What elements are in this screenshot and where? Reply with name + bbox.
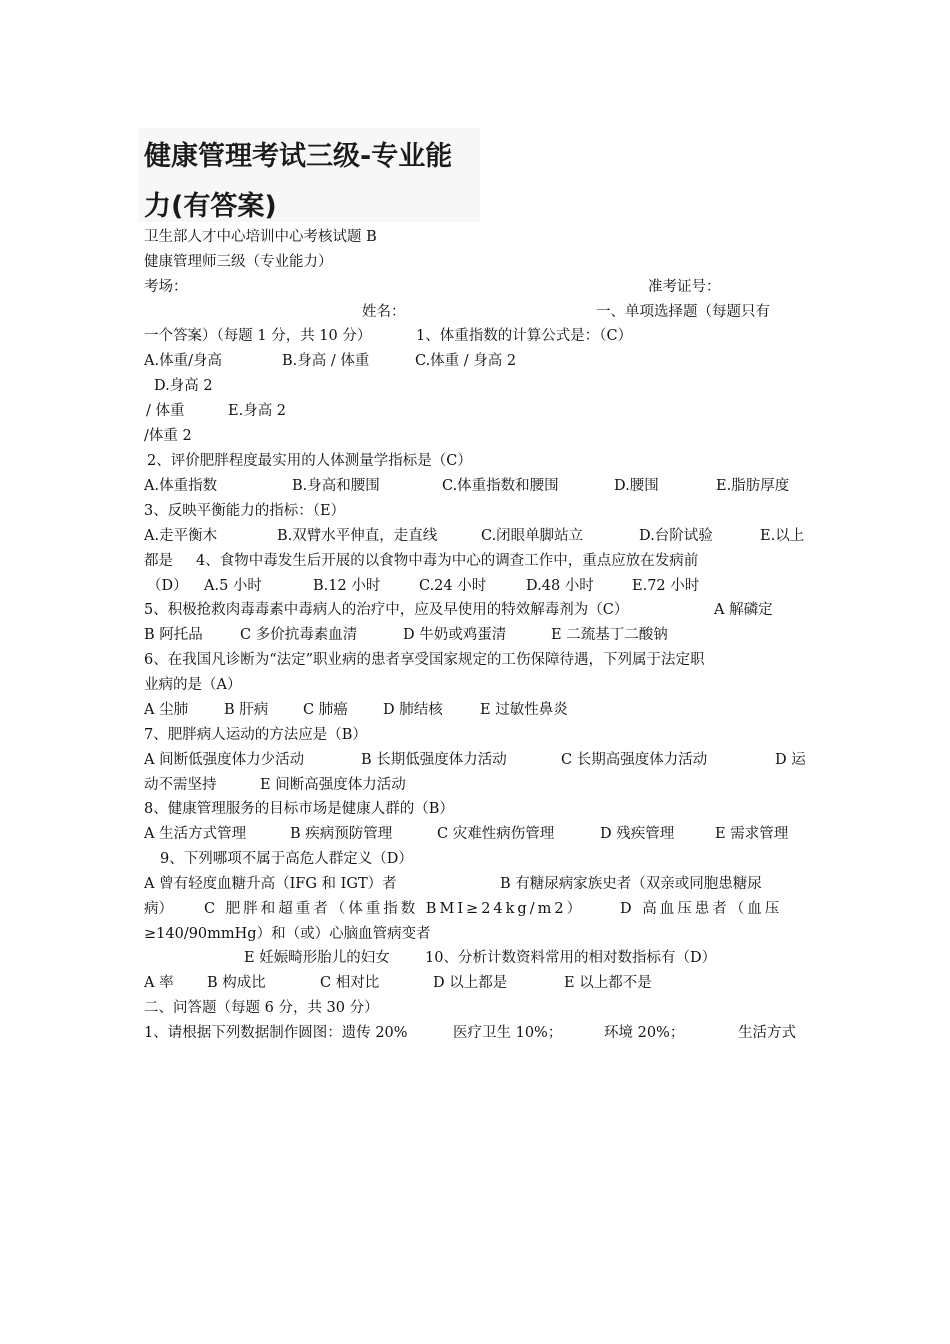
q3-option-b: B.双臂水平伸直，走直线 bbox=[277, 528, 438, 544]
q5-option-b: B 阿托品 bbox=[144, 627, 203, 643]
q3-option-d: D.台阶试验 bbox=[639, 528, 713, 544]
q2-option-b: B.身高和腰围 bbox=[292, 478, 380, 494]
q8-stem: 8、健康管理服务的目标市场是健康人群的（B） bbox=[144, 801, 454, 817]
q6-option-d: D 肺结核 bbox=[383, 702, 443, 718]
q10-option-a: A 率 bbox=[144, 975, 174, 991]
section2-heading: 二、问答题（每题 6 分，共 30 分） bbox=[144, 1000, 379, 1016]
q1-option-e-cont: /体重 2 bbox=[144, 428, 192, 444]
q10-option-e: E 以上都不是 bbox=[564, 975, 652, 991]
q8-option-b: B 疾病预防管理 bbox=[290, 826, 393, 842]
q5-option-a: A 解磷定 bbox=[714, 602, 773, 618]
q3-option-e-cont: 都是 bbox=[144, 553, 173, 569]
q4-option-e: E.72 小时 bbox=[632, 578, 700, 594]
q2-option-c: C.体重指数和腰围 bbox=[442, 478, 559, 494]
q7-option-b: B 长期低强度体力活动 bbox=[361, 752, 507, 768]
q1-stem: 1、体重指数的计算公式是：（C） bbox=[416, 328, 633, 344]
q2-option-d: D.腰围 bbox=[614, 478, 659, 494]
q4-option-d: D.48 小时 bbox=[526, 578, 594, 594]
q3-stem: 3、反映平衡能力的指标：（E） bbox=[144, 503, 346, 519]
q6-option-c: C 肺癌 bbox=[303, 702, 348, 718]
q1-option-e: E.身高 2 bbox=[228, 403, 287, 419]
q4-stem-cont: （D） bbox=[147, 578, 188, 594]
q1-option-b: B.身高 / 体重 bbox=[282, 353, 370, 369]
q7-option-c: C 长期高强度体力活动 bbox=[561, 752, 708, 768]
q2-stem: 2、评价肥胖程度最实用的人体测量学指标是（C） bbox=[147, 453, 472, 469]
venue-label: 考场： bbox=[144, 279, 188, 295]
q9-option-b-cont: 病） bbox=[144, 901, 173, 917]
q9-option-a: A 曾有轻度血糖升高（IFG 和 IGT）者 bbox=[144, 876, 397, 892]
q7-option-d: D 运 bbox=[775, 752, 806, 768]
q7-option-d-cont: 动不需坚持 bbox=[144, 777, 217, 793]
q4-option-a: A.5 小时 bbox=[204, 578, 262, 594]
q9-option-c: C 肥胖和超重者（体重指数 BMI≥24kg/m2） bbox=[204, 901, 585, 917]
q8-option-c: C 灾难性病伤管理 bbox=[437, 826, 555, 842]
section2-q1-environment: 环境 20%； bbox=[604, 1025, 685, 1041]
q9-option-d: D 高血压患者（血压 bbox=[620, 901, 783, 917]
q7-option-e: E 间断高强度体力活动 bbox=[260, 777, 406, 793]
q6-option-a: A 尘肺 bbox=[144, 702, 189, 718]
q8-option-a: A 生活方式管理 bbox=[144, 826, 247, 842]
q10-option-d: D 以上都是 bbox=[433, 975, 508, 991]
q1-option-d-cont: / 体重 bbox=[146, 403, 185, 419]
q1-option-c: C.体重 / 身高 2 bbox=[415, 353, 517, 369]
q5-stem: 5、积极抢救肉毒毒素中毒病人的治疗中，应及早使用的特效解毒剂为（C） bbox=[144, 602, 629, 618]
q3-option-a: A.走平衡木 bbox=[144, 528, 218, 544]
q5-option-e: E 二巯基丁二酸钠 bbox=[551, 627, 668, 643]
section2-q1: 1、请根据下列数据制作圆图：遗传 20% bbox=[144, 1025, 408, 1041]
q3-option-c: C.闭眼单脚站立 bbox=[481, 528, 584, 544]
q10-option-b: B 构成比 bbox=[207, 975, 266, 991]
q6-option-b: B 肝病 bbox=[224, 702, 269, 718]
q6-option-e: E 过敏性鼻炎 bbox=[480, 702, 568, 718]
q9-stem: 9、下列哪项不属于高危人群定义（D） bbox=[160, 851, 413, 867]
org-line: 卫生部人才中心培训中心考核试题 B bbox=[144, 229, 377, 245]
q8-option-e: E 需求管理 bbox=[715, 826, 789, 842]
doc-title-line-1: 健康管理考试三级-专业能 bbox=[144, 141, 453, 172]
name-label: 姓名： bbox=[362, 304, 406, 320]
q6-stem-cont: 业病的是（A） bbox=[144, 677, 242, 693]
q1-option-d: D.身高 2 bbox=[154, 378, 213, 394]
q3-option-e: E.以上 bbox=[760, 528, 805, 544]
section1-heading-cont: 一个答案）（每题 1 分，共 10 分） bbox=[144, 328, 372, 344]
doc-title-line-2: 力(有答案) bbox=[144, 191, 277, 222]
q10-stem: 10、分析计数资料常用的相对数指标有（D） bbox=[425, 950, 717, 966]
section2-q1-medical: 医疗卫生 10%； bbox=[453, 1025, 563, 1041]
q6-stem: 6、在我国凡诊断为“法定”职业病的患者享受国家规定的工伤保障待遇，下列属于法定职 bbox=[144, 652, 705, 668]
ticket-label: 准考证号： bbox=[648, 279, 721, 295]
q7-option-a: A 间断低强度体力少活动 bbox=[144, 752, 305, 768]
q4-stem: 4、食物中毒发生后开展的以食物中毒为中心的调查工作中，重点应放在发病前 bbox=[196, 553, 699, 569]
q1-option-a: A.体重/身高 bbox=[144, 353, 222, 369]
q9-option-d-cont: ≥140/90mmHg）和（或）心脑血管病变者 bbox=[144, 926, 431, 942]
section2-q1-lifestyle: 生活方式 bbox=[738, 1025, 796, 1041]
section1-heading: 一、单项选择题（每题只有 bbox=[596, 304, 770, 320]
q5-option-d: D 牛奶或鸡蛋清 bbox=[403, 627, 507, 643]
q4-option-c: C.24 小时 bbox=[419, 578, 487, 594]
q4-option-b: B.12 小时 bbox=[313, 578, 381, 594]
q5-option-c: C 多价抗毒素血清 bbox=[240, 627, 358, 643]
q9-option-b: B 有糖尿病家族史者（双亲或同胞患糖尿 bbox=[500, 876, 762, 892]
q7-stem: 7、肥胖病人运动的方法应是（B） bbox=[144, 727, 367, 743]
q10-option-c: C 相对比 bbox=[320, 975, 380, 991]
q8-option-d: D 残疾管理 bbox=[600, 826, 675, 842]
q2-option-a: A.体重指数 bbox=[144, 478, 218, 494]
q9-option-e: E 妊娠畸形胎儿的妇女 bbox=[244, 950, 390, 966]
q2-option-e: E.脂肪厚度 bbox=[716, 478, 790, 494]
exam-line: 健康管理师三级（专业能力） bbox=[144, 254, 333, 270]
